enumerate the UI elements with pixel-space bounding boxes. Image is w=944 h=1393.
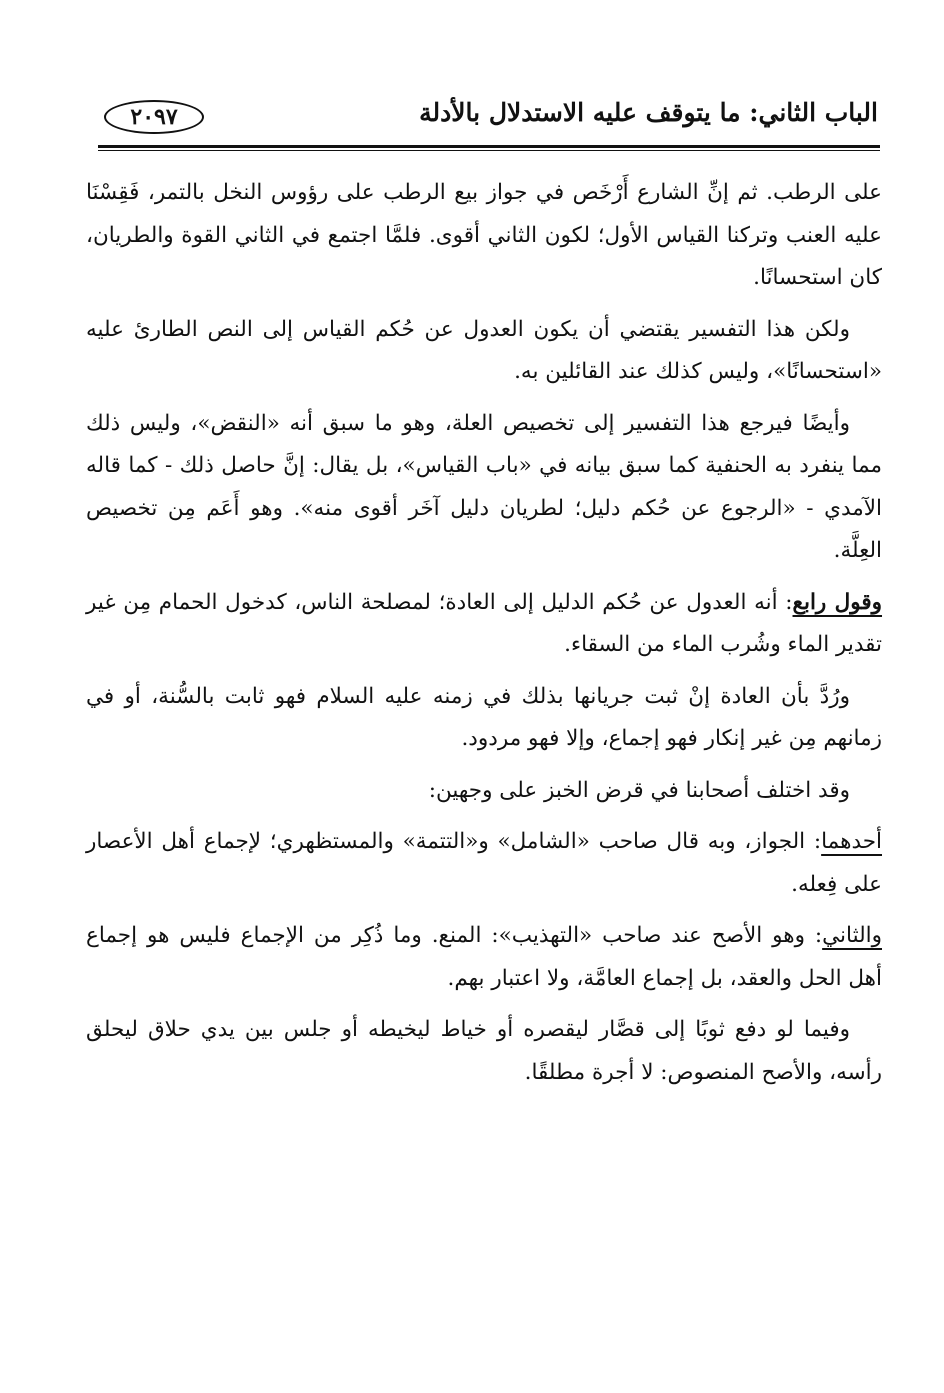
paragraph-text: ولكن هذا التفسير يقتضي أن يكون العدول عن حُكم القياس إلى النص الطارئ عليه «استحسانًا»، وليس كذلك عند القائلين به. (86, 316, 882, 384)
lead-term: والثاني (822, 923, 882, 948)
paragraph-text: : أنه العدول عن حُكم الدليل إلى العادة؛ لمصلحة الناس، كدخول الحمام مِن غير تقدير الماء وشُرب الماء من السقاء. (86, 589, 882, 657)
paragraph (86, 172, 882, 300)
paragraph (86, 309, 882, 394)
paragraph-text: : وهو الأصح عند صاحب «التهذيب»: المنع. وما ذُكِر من الإجماع فليس هو إجماع أهل الحل والعقد، بل إجماع العامَّة، ولا اعتبار بهم. (86, 923, 882, 991)
paragraph-text: وأيضًا فيرجع هذا التفسير إلى تخصيص العلة، وهو ما سبق أنه «النقض»، وليس ذلك مما ينفرد به الحنفية كما سبق بيانه في «باب القياس»، بل يقال: إنَّ حاصل ذلك - كما قاله الآمدي - «الرجوع عن حُكم دليل؛ لطريان دليل آخَر أقوى منه». وهو أَعَم مِن تخصيص العِلَّة. (86, 410, 882, 563)
chapter-title: الباب الثاني: ما يتوقف عليه الاستدلال بالأدلة (419, 98, 878, 127)
page-number-badge: ٢٠٩٧ (104, 100, 204, 134)
paragraph-text: وفيما لو دفع ثوبًا إلى قصَّار ليقصره أو خياط ليخيطه أو جلس بين يدي حلاق ليحلق رأسه، والأصح المنصوص: لا أجرة مطلقًا. (86, 1017, 882, 1085)
paragraph-text: ورُدَّ بأن العادة إنْ ثبت جريانها بذلك في زمنه عليه السلام فهو ثابت بالسُّنة، أو في زمانهم مِن غير إنكار فهو إجماع، وإلا فهو مردود. (86, 683, 882, 751)
paragraph (86, 676, 882, 761)
paragraph-text: وقد اختلف أصحابنا في قرض الخبز على وجهين: (428, 777, 850, 803)
paragraph (86, 1009, 882, 1094)
paragraph (86, 403, 882, 573)
lead-term: وقول رابع (792, 589, 883, 615)
paragraph (86, 821, 882, 906)
paragraph-text: : الجواز، وبه قال صاحب «الشامل» و«التتمة» والمستظهري؛ لإجماع أهل الأعصار على فِعله. (86, 829, 882, 897)
body-text (86, 172, 882, 1103)
paragraph-text: على الرطب. ثم إنِّ الشارع أَرْخَص في جواز بيع الرطب على رؤوس النخل بالتمر، فَقِسْنَا عليه العنب وتركنا القياس الأول؛ لكون الثاني أقوى. فلمَّا اجتمع في الثاني القوة والطريان، كان استحسانًا. (86, 180, 882, 290)
lead-term: أحدهما (821, 829, 882, 854)
paragraph (86, 770, 882, 813)
page-header (98, 92, 878, 142)
paragraph (86, 915, 882, 1000)
paragraph (86, 582, 882, 667)
header-rule-thick (98, 145, 880, 148)
header-rule-thin (98, 150, 880, 151)
